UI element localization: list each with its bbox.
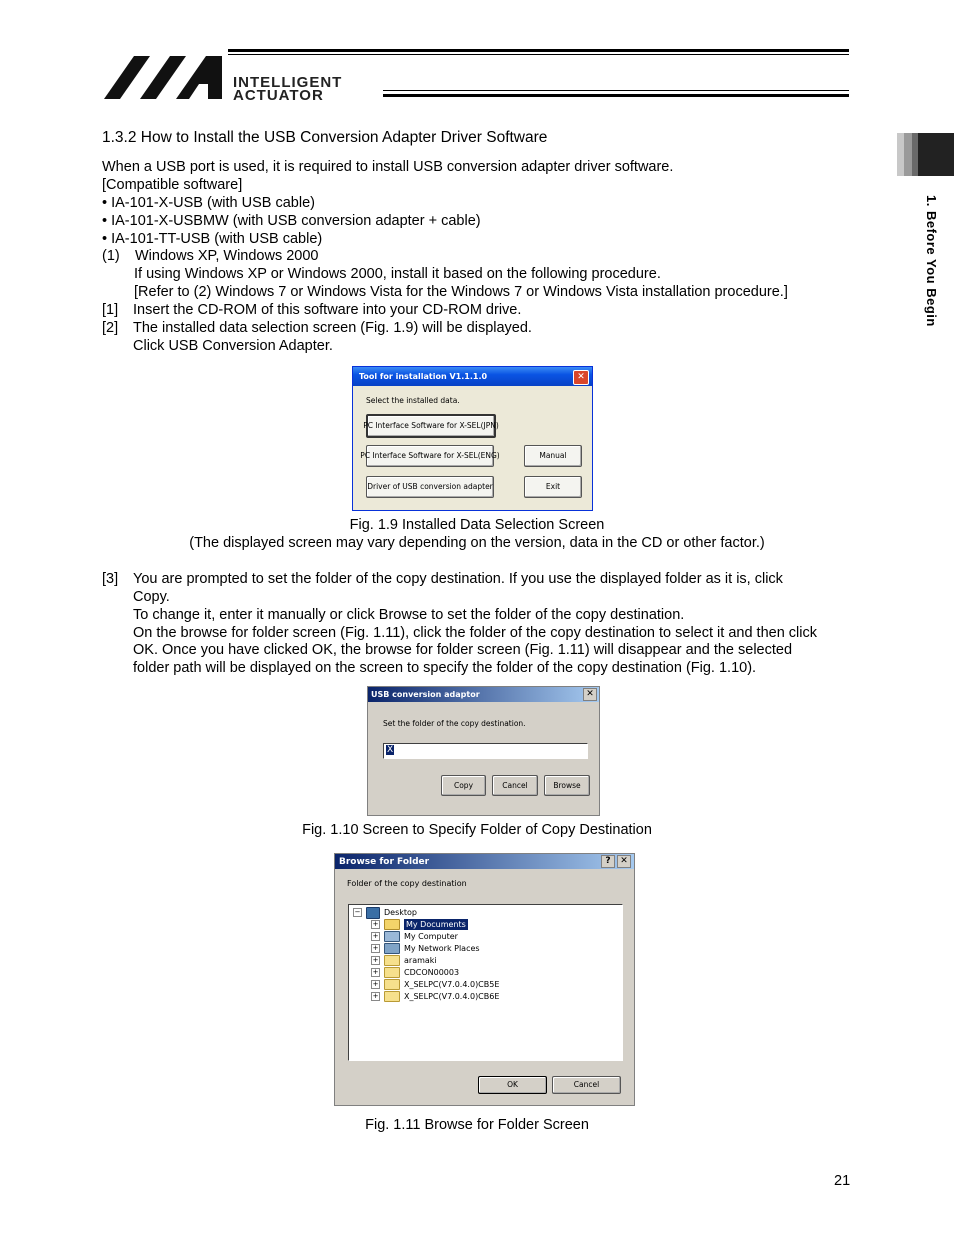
- step-text: folder path will be displayed on the screen to specify the folder of the copy destination (Fig. 1.10).: [133, 660, 757, 676]
- header-rule-top-thin: [228, 54, 849, 55]
- usb-adapter-driver-button[interactable]: Driver of USB conversion adapter: [366, 476, 494, 498]
- step-number: [1]: [102, 302, 119, 318]
- browse-folder-prompt: Folder of the copy destination: [347, 879, 467, 888]
- tree-item-label: X_SELPC(V7.0.4.0)CB5E: [404, 980, 500, 989]
- expand-icon[interactable]: +: [372, 944, 379, 952]
- header-rule-top: [228, 49, 849, 52]
- header-rule-bottom-thin: [383, 90, 849, 91]
- desktop-icon: [366, 907, 380, 919]
- tree-item[interactable]: [371, 919, 468, 930]
- manual-button[interactable]: Manual: [524, 445, 582, 467]
- step-number: [3]: [102, 571, 119, 587]
- expand-icon[interactable]: +: [372, 992, 379, 1000]
- bullet-item: • IA-101-X-USBMW (with USB conversion adapter + cable): [102, 213, 481, 229]
- copy-button[interactable]: Copy: [441, 775, 486, 796]
- fig111-caption: Fig. 1.11 Browse for Folder Screen: [365, 1117, 589, 1133]
- tree-item[interactable]: [371, 979, 499, 990]
- tree-item-label: My Computer: [404, 932, 458, 941]
- tree-item-label: My Documents: [406, 920, 466, 929]
- tree-item[interactable]: [371, 967, 459, 978]
- logo-text-intelligent: INTELLIGENT: [233, 74, 343, 91]
- browse-folder-titlebar: [335, 854, 634, 869]
- bullet-item: • IA-101-TT-USB (with USB cable): [102, 231, 323, 247]
- install-tool-prompt: Select the installed data.: [366, 396, 460, 405]
- collapse-icon[interactable]: −: [354, 908, 361, 916]
- copy-destination-prompt: Set the folder of the copy destination.: [383, 719, 526, 728]
- expand-icon[interactable]: +: [372, 968, 379, 976]
- ok-button[interactable]: OK: [478, 1076, 547, 1094]
- ia-logo-icon: [104, 54, 222, 100]
- logo-text-actuator: ACTUATOR: [233, 87, 324, 104]
- step-text: To change it, enter it manually or click Browse to set the folder of the copy destination.: [133, 607, 685, 623]
- browse-folder-dialog: [334, 853, 635, 1106]
- folder-icon: [384, 967, 400, 978]
- expand-icon[interactable]: +: [372, 920, 379, 928]
- documents-folder-icon: [384, 919, 400, 930]
- folder-tree[interactable]: [348, 904, 623, 1061]
- tree-item[interactable]: [371, 943, 480, 954]
- fig110-caption: Fig. 1.10 Screen to Specify Folder of Copy Destination: [302, 822, 652, 838]
- section-heading: 1.3.2 How to Install the USB Conversion Adapter Driver Software: [102, 129, 548, 146]
- expand-icon[interactable]: +: [372, 932, 379, 940]
- compatible-software-label: [Compatible software]: [102, 177, 243, 193]
- install-tool-dialog: [352, 366, 593, 511]
- usb-adaptor-dialog: [367, 686, 600, 816]
- folder-icon: [384, 979, 400, 990]
- fig19-caption: Fig. 1.9 Installed Data Selection Screen: [349, 517, 605, 533]
- close-icon[interactable]: ✕: [573, 370, 589, 385]
- bullet-item: • IA-101-X-USB (with USB cable): [102, 195, 315, 211]
- help-icon[interactable]: ?: [601, 855, 615, 868]
- step-text: Click USB Conversion Adapter.: [133, 338, 333, 354]
- expand-icon[interactable]: +: [372, 980, 379, 988]
- step-text: Copy.: [133, 589, 170, 605]
- close-icon[interactable]: ✕: [617, 855, 631, 868]
- usb-adaptor-titlebar: [368, 687, 599, 702]
- step-text: You are prompted to set the folder of the copy destination. If you use the displayed folder as it is, click: [133, 571, 783, 587]
- pc-interface-jpn-button[interactable]: PC Interface Software for X-SEL(JPN): [366, 414, 496, 438]
- cancel-button[interactable]: Cancel: [492, 775, 538, 796]
- folder-icon: [384, 955, 400, 966]
- tree-item[interactable]: [371, 931, 458, 942]
- copy-destination-input[interactable]: [383, 743, 588, 759]
- step-text: On the browse for folder screen (Fig. 1.11), click the folder of the copy destination to select it and then click: [133, 625, 817, 641]
- usb-adaptor-title: USB conversion adaptor: [371, 690, 480, 699]
- os-reference: [Refer to (2) Windows 7 or Windows Vista for the Windows 7 or Windows Vista installation procedure.]: [134, 284, 788, 300]
- step-text: OK. Once you have clicked OK, the browse for folder screen (Fig. 1.11) will disappear and the selected: [133, 642, 793, 658]
- cancel-button[interactable]: Cancel: [552, 1076, 621, 1094]
- os-note: If using Windows XP or Windows 2000, install it based on the following procedure.: [134, 266, 661, 282]
- side-tab-label: 1. Before You Begin: [924, 195, 939, 327]
- tree-item[interactable]: [371, 991, 499, 1002]
- network-icon: [384, 943, 400, 954]
- step-number: [2]: [102, 320, 119, 336]
- tree-item[interactable]: [371, 955, 437, 966]
- tree-item-label: X_SELPC(V7.0.4.0)CB6E: [404, 992, 500, 1001]
- list-number: (1): [102, 248, 120, 264]
- tree-item-label: CDCON00003: [404, 968, 460, 977]
- install-tool-titlebar: [353, 367, 592, 386]
- header-rule-bottom: [383, 94, 849, 97]
- step-text: Insert the CD-ROM of this software into your CD-ROM drive.: [133, 302, 522, 318]
- tree-item-desktop[interactable]: [353, 907, 417, 918]
- pc-interface-eng-button[interactable]: PC Interface Software for X-SEL(ENG): [366, 445, 494, 467]
- computer-icon: [384, 931, 400, 942]
- step-text: The installed data selection screen (Fig. 1.9) will be displayed.: [133, 320, 532, 336]
- fig19-caption-note: (The displayed screen may vary depending on the version, data in the CD or other factor.): [189, 535, 765, 551]
- os-heading: Windows XP, Windows 2000: [135, 248, 319, 264]
- close-icon[interactable]: ✕: [583, 688, 597, 701]
- browse-folder-title: Browse for Folder: [339, 857, 430, 867]
- tree-item-label: My Network Places: [404, 944, 480, 953]
- exit-button[interactable]: Exit: [524, 476, 582, 498]
- expand-icon[interactable]: +: [372, 956, 379, 964]
- tree-item-label: aramaki: [404, 956, 437, 965]
- folder-icon: [384, 991, 400, 1002]
- install-tool-title: Tool for installation V1.1.1.0: [359, 372, 488, 381]
- page-number: 21: [834, 1173, 851, 1189]
- intro-line: When a USB port is used, it is required to install USB conversion adapter driver software.: [102, 159, 674, 175]
- tree-item-label: Desktop: [384, 908, 417, 917]
- input-value: X: [387, 745, 394, 755]
- browse-button[interactable]: Browse: [544, 775, 590, 796]
